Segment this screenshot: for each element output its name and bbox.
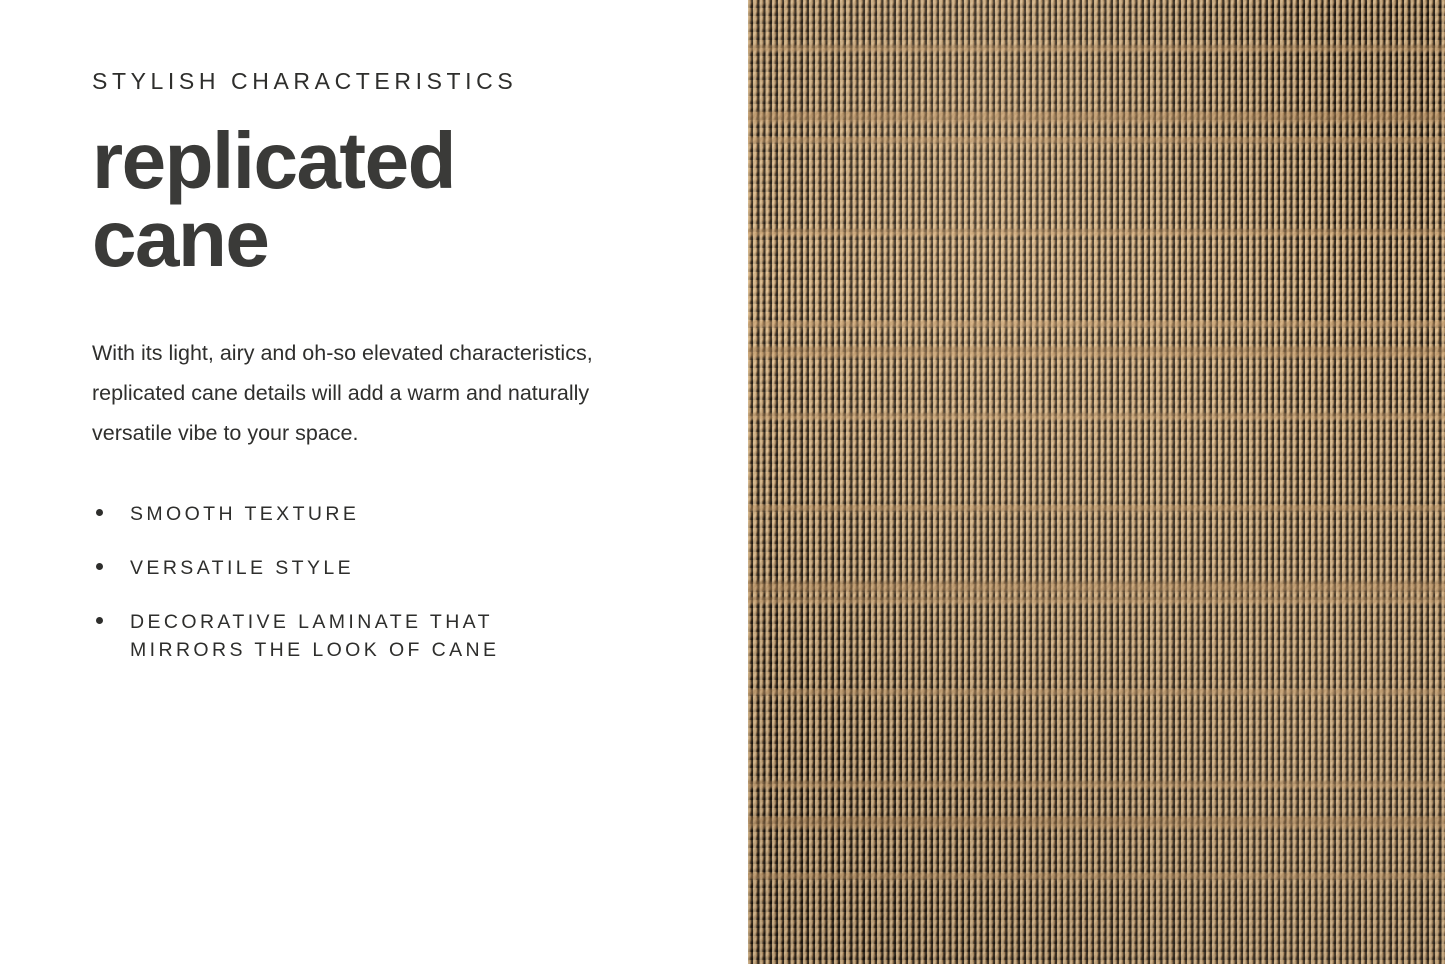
headline-line-1: replicated <box>92 115 455 205</box>
list-item <box>92 500 662 528</box>
list-item <box>92 554 662 582</box>
page-title <box>92 115 562 283</box>
headline-line-2: cane <box>92 193 269 283</box>
list-item-label: SMOOTH TEXTURE <box>130 502 360 525</box>
list-item-label: VERSATILE STYLE <box>130 556 355 579</box>
list-item-label: DECORATIVE LAMINATE THAT MIRRORS THE LOOK OF CANE <box>130 611 500 662</box>
text-content-block <box>92 68 662 691</box>
woven-cane-texture-image <box>747 0 1445 964</box>
list-item <box>92 608 662 665</box>
bullet-icon <box>96 563 103 570</box>
bullet-icon <box>96 617 103 624</box>
texture-lighting-overlay <box>747 0 1445 964</box>
bullet-icon <box>96 509 103 516</box>
panel-divider <box>747 0 748 964</box>
eyebrow-label: STYLISH CHARACTERISTICS <box>92 68 518 94</box>
feature-list <box>92 500 662 665</box>
body-paragraph: With its light, airy and oh-so elevated characteristics, replicated cane details will add a warm and naturally versatile vibe to your space. <box>92 341 593 445</box>
